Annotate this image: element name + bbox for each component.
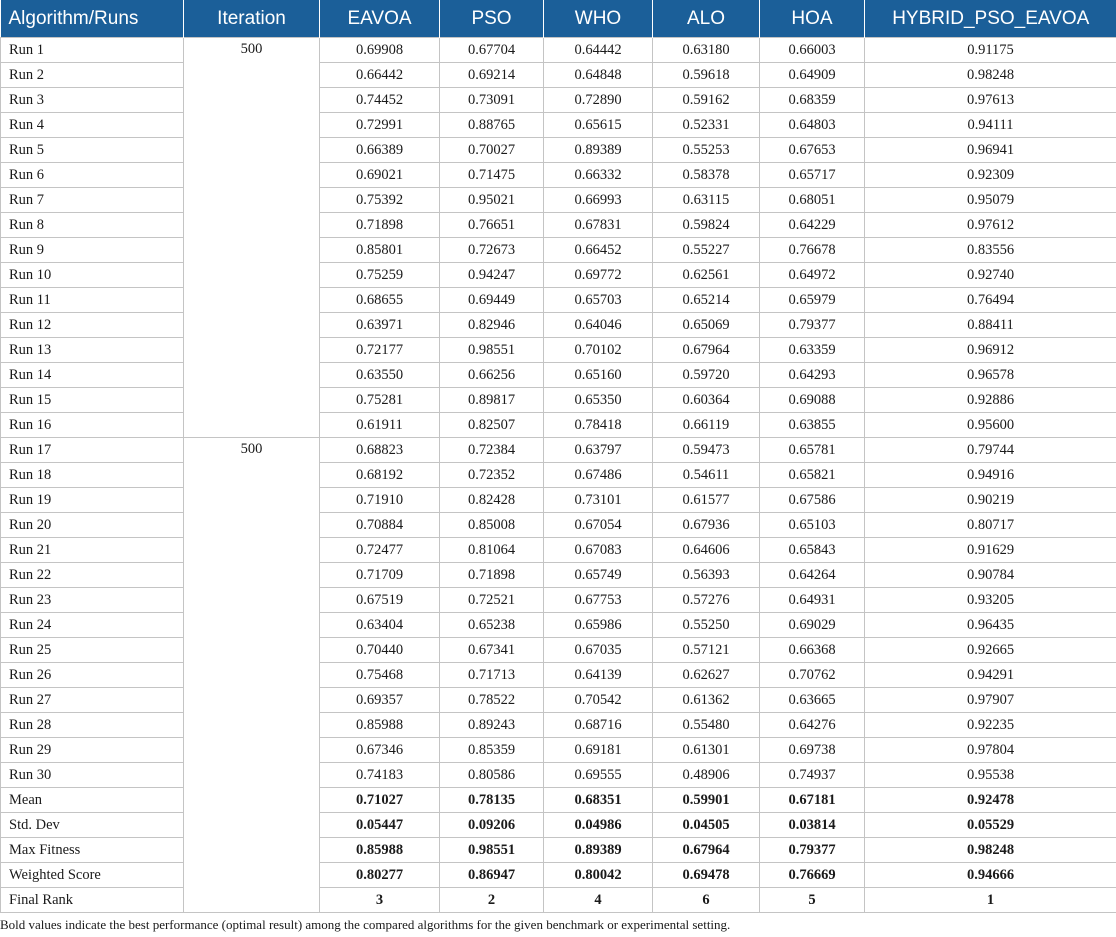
value-cell: 0.89243 [440, 713, 544, 738]
value-cell: 0.66368 [760, 638, 865, 663]
summary-value-cell: 1 [865, 888, 1116, 913]
summary-value-cell: 2 [440, 888, 544, 913]
value-cell: 0.65238 [440, 613, 544, 638]
value-cell: 0.95079 [865, 188, 1116, 213]
column-header-algorithm-runs: Algorithm/Runs [1, 0, 184, 38]
column-header-alo: ALO [653, 0, 760, 38]
value-cell: 0.67519 [320, 588, 440, 613]
value-cell: 0.72177 [320, 338, 440, 363]
value-cell: 0.54611 [653, 463, 760, 488]
value-cell: 0.69021 [320, 163, 440, 188]
summary-value-cell: 6 [653, 888, 760, 913]
summary-value-cell: 0.59901 [653, 788, 760, 813]
row-label: Run 6 [1, 163, 184, 188]
summary-value-cell: 3 [320, 888, 440, 913]
value-cell: 0.70762 [760, 663, 865, 688]
summary-value-cell: 0.67181 [760, 788, 865, 813]
value-cell: 0.59473 [653, 438, 760, 463]
value-cell: 0.65615 [544, 113, 653, 138]
row-label: Run 27 [1, 688, 184, 713]
table-row [1, 613, 1116, 638]
value-cell: 0.92665 [865, 638, 1116, 663]
value-cell: 0.63797 [544, 438, 653, 463]
value-cell: 0.80586 [440, 763, 544, 788]
value-cell: 0.61301 [653, 738, 760, 763]
summary-value-cell: 0.68351 [544, 788, 653, 813]
iteration-cell: 500 [184, 438, 320, 913]
value-cell: 0.63180 [653, 38, 760, 63]
value-cell: 0.74183 [320, 763, 440, 788]
value-cell: 0.65160 [544, 363, 653, 388]
value-cell: 0.63115 [653, 188, 760, 213]
value-cell: 0.92886 [865, 388, 1116, 413]
summary-value-cell: 0.85988 [320, 838, 440, 863]
value-cell: 0.98248 [865, 63, 1116, 88]
value-cell: 0.75468 [320, 663, 440, 688]
summary-label: Final Rank [1, 888, 184, 913]
row-label: Run 3 [1, 88, 184, 113]
value-cell: 0.59720 [653, 363, 760, 388]
value-cell: 0.75281 [320, 388, 440, 413]
value-cell: 0.75259 [320, 263, 440, 288]
value-cell: 0.71898 [440, 563, 544, 588]
value-cell: 0.78522 [440, 688, 544, 713]
table-row [1, 288, 1116, 313]
value-cell: 0.83556 [865, 238, 1116, 263]
summary-value-cell: 0.80277 [320, 863, 440, 888]
value-cell: 0.89817 [440, 388, 544, 413]
value-cell: 0.64972 [760, 263, 865, 288]
table-row [1, 538, 1116, 563]
summary-value-cell: 0.86947 [440, 863, 544, 888]
value-cell: 0.94111 [865, 113, 1116, 138]
row-label: Run 9 [1, 238, 184, 263]
value-cell: 0.62561 [653, 263, 760, 288]
value-cell: 0.82428 [440, 488, 544, 513]
row-label: Run 1 [1, 38, 184, 63]
value-cell: 0.71709 [320, 563, 440, 588]
value-cell: 0.67341 [440, 638, 544, 663]
value-cell: 0.72477 [320, 538, 440, 563]
value-cell: 0.95600 [865, 413, 1116, 438]
table-row [1, 363, 1116, 388]
value-cell: 0.79377 [760, 313, 865, 338]
value-cell: 0.67964 [653, 338, 760, 363]
value-cell: 0.66442 [320, 63, 440, 88]
column-header-eavoa: EAVOA [320, 0, 440, 38]
value-cell: 0.56393 [653, 563, 760, 588]
summary-row [1, 788, 1116, 813]
value-cell: 0.65781 [760, 438, 865, 463]
value-cell: 0.66389 [320, 138, 440, 163]
table-body [1, 38, 1116, 913]
value-cell: 0.92740 [865, 263, 1116, 288]
summary-row [1, 838, 1116, 863]
value-cell: 0.69357 [320, 688, 440, 713]
value-cell: 0.63665 [760, 688, 865, 713]
value-cell: 0.55227 [653, 238, 760, 263]
table-row [1, 38, 1116, 63]
row-label: Run 28 [1, 713, 184, 738]
summary-value-cell: 4 [544, 888, 653, 913]
row-label: Run 13 [1, 338, 184, 363]
value-cell: 0.88411 [865, 313, 1116, 338]
row-label: Run 20 [1, 513, 184, 538]
row-label: Run 2 [1, 63, 184, 88]
value-cell: 0.85988 [320, 713, 440, 738]
column-header-hybrid-pso-eavoa: HYBRID_PSO_EAVOA [865, 0, 1116, 38]
value-cell: 0.93205 [865, 588, 1116, 613]
value-cell: 0.68823 [320, 438, 440, 463]
summary-value-cell: 0.98248 [865, 838, 1116, 863]
value-cell: 0.67054 [544, 513, 653, 538]
value-cell: 0.69908 [320, 38, 440, 63]
summary-value-cell: 0.03814 [760, 813, 865, 838]
value-cell: 0.82507 [440, 413, 544, 438]
value-cell: 0.76651 [440, 213, 544, 238]
value-cell: 0.91629 [865, 538, 1116, 563]
summary-value-cell: 0.04986 [544, 813, 653, 838]
value-cell: 0.65717 [760, 163, 865, 188]
value-cell: 0.64803 [760, 113, 865, 138]
table-row [1, 413, 1116, 438]
summary-row [1, 888, 1116, 913]
value-cell: 0.59618 [653, 63, 760, 88]
table-row [1, 138, 1116, 163]
row-label: Run 11 [1, 288, 184, 313]
value-cell: 0.91175 [865, 38, 1116, 63]
value-cell: 0.70542 [544, 688, 653, 713]
value-cell: 0.57121 [653, 638, 760, 663]
summary-value-cell: 0.71027 [320, 788, 440, 813]
value-cell: 0.69555 [544, 763, 653, 788]
value-cell: 0.72521 [440, 588, 544, 613]
value-cell: 0.97613 [865, 88, 1116, 113]
summary-value-cell: 0.05529 [865, 813, 1116, 838]
value-cell: 0.94291 [865, 663, 1116, 688]
table-row [1, 338, 1116, 363]
value-cell: 0.85801 [320, 238, 440, 263]
summary-value-cell: 0.80042 [544, 863, 653, 888]
value-cell: 0.52331 [653, 113, 760, 138]
row-label: Run 18 [1, 463, 184, 488]
value-cell: 0.64931 [760, 588, 865, 613]
value-cell: 0.71713 [440, 663, 544, 688]
value-cell: 0.79744 [865, 438, 1116, 463]
value-cell: 0.78418 [544, 413, 653, 438]
column-header-hoa: HOA [760, 0, 865, 38]
table-row [1, 213, 1116, 238]
value-cell: 0.72673 [440, 238, 544, 263]
value-cell: 0.67936 [653, 513, 760, 538]
summary-row [1, 813, 1116, 838]
summary-value-cell: 0.05447 [320, 813, 440, 838]
value-cell: 0.68655 [320, 288, 440, 313]
value-cell: 0.66452 [544, 238, 653, 263]
summary-label: Mean [1, 788, 184, 813]
row-label: Run 16 [1, 413, 184, 438]
row-label: Run 10 [1, 263, 184, 288]
value-cell: 0.72890 [544, 88, 653, 113]
column-header-iteration: Iteration [184, 0, 320, 38]
value-cell: 0.57276 [653, 588, 760, 613]
value-cell: 0.72991 [320, 113, 440, 138]
value-cell: 0.95538 [865, 763, 1116, 788]
table-row [1, 488, 1116, 513]
table-row [1, 663, 1116, 688]
summary-value-cell: 0.92478 [865, 788, 1116, 813]
iteration-cell: 500 [184, 38, 320, 438]
value-cell: 0.61911 [320, 413, 440, 438]
value-cell: 0.89389 [544, 138, 653, 163]
table-row [1, 188, 1116, 213]
value-cell: 0.67753 [544, 588, 653, 613]
table-row [1, 88, 1116, 113]
value-cell: 0.65749 [544, 563, 653, 588]
value-cell: 0.61577 [653, 488, 760, 513]
value-cell: 0.60364 [653, 388, 760, 413]
value-cell: 0.71898 [320, 213, 440, 238]
value-cell: 0.92235 [865, 713, 1116, 738]
value-cell: 0.63550 [320, 363, 440, 388]
row-label: Run 24 [1, 613, 184, 638]
value-cell: 0.64276 [760, 713, 865, 738]
table-row [1, 438, 1116, 463]
value-cell: 0.66119 [653, 413, 760, 438]
value-cell: 0.76678 [760, 238, 865, 263]
row-label: Run 30 [1, 763, 184, 788]
value-cell: 0.90784 [865, 563, 1116, 588]
row-label: Run 7 [1, 188, 184, 213]
value-cell: 0.67486 [544, 463, 653, 488]
value-cell: 0.67653 [760, 138, 865, 163]
value-cell: 0.88765 [440, 113, 544, 138]
value-cell: 0.67083 [544, 538, 653, 563]
table-row [1, 713, 1116, 738]
value-cell: 0.63971 [320, 313, 440, 338]
row-label: Run 4 [1, 113, 184, 138]
value-cell: 0.81064 [440, 538, 544, 563]
value-cell: 0.48906 [653, 763, 760, 788]
row-label: Run 23 [1, 588, 184, 613]
summary-value-cell: 0.69478 [653, 863, 760, 888]
column-header-who: WHO [544, 0, 653, 38]
summary-label: Std. Dev [1, 813, 184, 838]
value-cell: 0.70027 [440, 138, 544, 163]
value-cell: 0.75392 [320, 188, 440, 213]
value-cell: 0.69029 [760, 613, 865, 638]
value-cell: 0.97612 [865, 213, 1116, 238]
value-cell: 0.64606 [653, 538, 760, 563]
summary-row [1, 863, 1116, 888]
summary-value-cell: 0.78135 [440, 788, 544, 813]
table-row [1, 63, 1116, 88]
summary-value-cell: 0.89389 [544, 838, 653, 863]
summary-value-cell: 0.98551 [440, 838, 544, 863]
value-cell: 0.59824 [653, 213, 760, 238]
value-cell: 0.65821 [760, 463, 865, 488]
value-cell: 0.55250 [653, 613, 760, 638]
value-cell: 0.69449 [440, 288, 544, 313]
value-cell: 0.66332 [544, 163, 653, 188]
value-cell: 0.71910 [320, 488, 440, 513]
value-cell: 0.64046 [544, 313, 653, 338]
value-cell: 0.69772 [544, 263, 653, 288]
value-cell: 0.63855 [760, 413, 865, 438]
value-cell: 0.69214 [440, 63, 544, 88]
summary-label: Max Fitness [1, 838, 184, 863]
value-cell: 0.70440 [320, 638, 440, 663]
value-cell: 0.72352 [440, 463, 544, 488]
value-cell: 0.76494 [865, 288, 1116, 313]
value-cell: 0.59162 [653, 88, 760, 113]
value-cell: 0.64848 [544, 63, 653, 88]
row-label: Run 25 [1, 638, 184, 663]
value-cell: 0.90219 [865, 488, 1116, 513]
table-row [1, 113, 1116, 138]
value-cell: 0.74452 [320, 88, 440, 113]
value-cell: 0.66256 [440, 363, 544, 388]
value-cell: 0.97804 [865, 738, 1116, 763]
value-cell: 0.71475 [440, 163, 544, 188]
value-cell: 0.64293 [760, 363, 865, 388]
table-row [1, 563, 1116, 588]
value-cell: 0.67704 [440, 38, 544, 63]
table-row [1, 513, 1116, 538]
value-cell: 0.73101 [544, 488, 653, 513]
value-cell: 0.55253 [653, 138, 760, 163]
table-row [1, 738, 1116, 763]
table-row [1, 463, 1116, 488]
row-label: Run 29 [1, 738, 184, 763]
value-cell: 0.92309 [865, 163, 1116, 188]
value-cell: 0.65069 [653, 313, 760, 338]
value-cell: 0.66003 [760, 38, 865, 63]
value-cell: 0.74937 [760, 763, 865, 788]
value-cell: 0.67586 [760, 488, 865, 513]
value-cell: 0.69738 [760, 738, 865, 763]
value-cell: 0.63404 [320, 613, 440, 638]
table-row [1, 263, 1116, 288]
value-cell: 0.64909 [760, 63, 865, 88]
row-label: Run 26 [1, 663, 184, 688]
table-row [1, 588, 1116, 613]
summary-label: Weighted Score [1, 863, 184, 888]
value-cell: 0.62627 [653, 663, 760, 688]
value-cell: 0.65214 [653, 288, 760, 313]
value-cell: 0.85008 [440, 513, 544, 538]
value-cell: 0.65843 [760, 538, 865, 563]
value-cell: 0.61362 [653, 688, 760, 713]
value-cell: 0.64139 [544, 663, 653, 688]
table-row [1, 313, 1116, 338]
table-row [1, 388, 1116, 413]
row-label: Run 22 [1, 563, 184, 588]
row-label: Run 8 [1, 213, 184, 238]
column-header-pso: PSO [440, 0, 544, 38]
summary-value-cell: 0.09206 [440, 813, 544, 838]
value-cell: 0.68192 [320, 463, 440, 488]
value-cell: 0.97907 [865, 688, 1116, 713]
table-row [1, 688, 1116, 713]
value-cell: 0.68716 [544, 713, 653, 738]
row-label: Run 15 [1, 388, 184, 413]
summary-value-cell: 0.04505 [653, 813, 760, 838]
summary-value-cell: 5 [760, 888, 865, 913]
value-cell: 0.69181 [544, 738, 653, 763]
value-cell: 0.94247 [440, 263, 544, 288]
value-cell: 0.65986 [544, 613, 653, 638]
value-cell: 0.64229 [760, 213, 865, 238]
value-cell: 0.96912 [865, 338, 1116, 363]
table-row [1, 163, 1116, 188]
value-cell: 0.73091 [440, 88, 544, 113]
value-cell: 0.67346 [320, 738, 440, 763]
summary-value-cell: 0.76669 [760, 863, 865, 888]
value-cell: 0.95021 [440, 188, 544, 213]
value-cell: 0.67035 [544, 638, 653, 663]
header-row [1, 0, 1116, 38]
table-row [1, 238, 1116, 263]
footnote: Bold values indicate the best performance (optimal result) among the compared algorithms for the given benchmark or experimental setting. [0, 917, 731, 932]
value-cell: 0.65979 [760, 288, 865, 313]
summary-value-cell: 0.79377 [760, 838, 865, 863]
summary-value-cell: 0.67964 [653, 838, 760, 863]
value-cell: 0.64264 [760, 563, 865, 588]
table-row [1, 763, 1116, 788]
value-cell: 0.65350 [544, 388, 653, 413]
value-cell: 0.68359 [760, 88, 865, 113]
row-label: Run 21 [1, 538, 184, 563]
value-cell: 0.58378 [653, 163, 760, 188]
value-cell: 0.69088 [760, 388, 865, 413]
value-cell: 0.66993 [544, 188, 653, 213]
row-label: Run 5 [1, 138, 184, 163]
table-row [1, 638, 1116, 663]
value-cell: 0.85359 [440, 738, 544, 763]
value-cell: 0.70102 [544, 338, 653, 363]
row-label: Run 12 [1, 313, 184, 338]
row-label: Run 14 [1, 363, 184, 388]
value-cell: 0.96435 [865, 613, 1116, 638]
value-cell: 0.65703 [544, 288, 653, 313]
value-cell: 0.96578 [865, 363, 1116, 388]
value-cell: 0.72384 [440, 438, 544, 463]
value-cell: 0.68051 [760, 188, 865, 213]
value-cell: 0.98551 [440, 338, 544, 363]
value-cell: 0.55480 [653, 713, 760, 738]
value-cell: 0.96941 [865, 138, 1116, 163]
value-cell: 0.65103 [760, 513, 865, 538]
row-label: Run 19 [1, 488, 184, 513]
value-cell: 0.67831 [544, 213, 653, 238]
value-cell: 0.63359 [760, 338, 865, 363]
value-cell: 0.64442 [544, 38, 653, 63]
value-cell: 0.82946 [440, 313, 544, 338]
row-label: Run 17 [1, 438, 184, 463]
summary-value-cell: 0.94666 [865, 863, 1116, 888]
value-cell: 0.80717 [865, 513, 1116, 538]
value-cell: 0.70884 [320, 513, 440, 538]
value-cell: 0.94916 [865, 463, 1116, 488]
